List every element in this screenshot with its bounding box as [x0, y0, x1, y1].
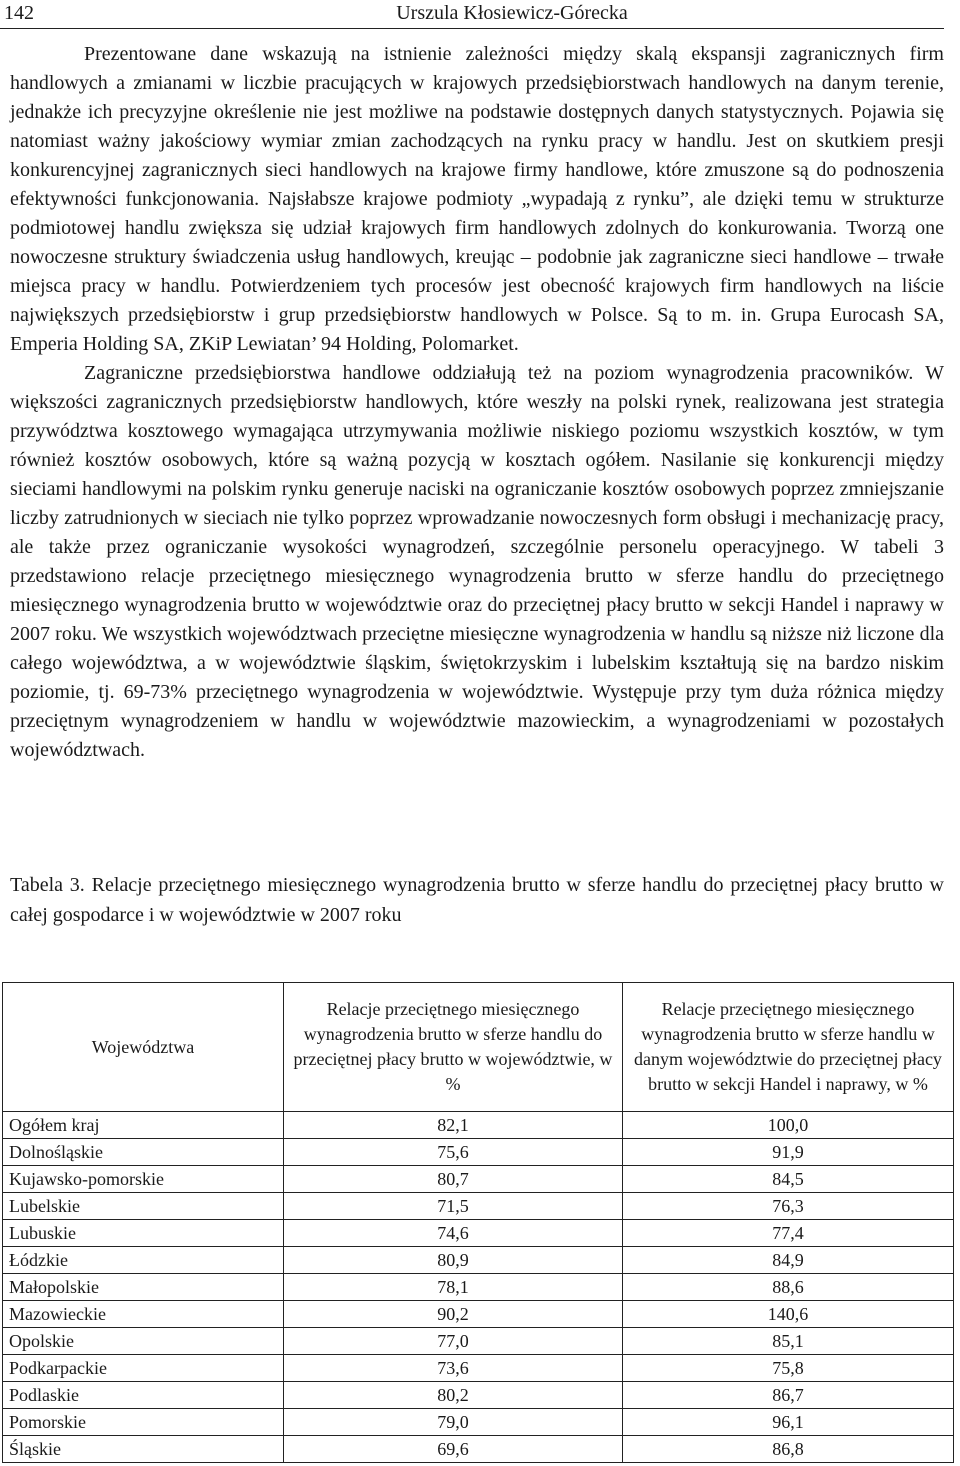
ratio-province-cell: 80,7: [284, 1166, 623, 1193]
table-row: [3, 1220, 954, 1247]
table-row: [3, 1193, 954, 1220]
ratio-section-cell: 75,8: [623, 1355, 954, 1382]
region-cell: Pomorskie: [3, 1409, 284, 1436]
region-cell: Dolnośląskie: [3, 1139, 284, 1166]
table-row: [3, 1112, 954, 1139]
table-row: [3, 1382, 954, 1409]
ratio-province-cell: 80,9: [284, 1247, 623, 1274]
region-cell: Kujawsko-pomorskie: [3, 1166, 284, 1193]
table-body: [3, 1112, 954, 1463]
table-caption: Tabela 3. Relacje przeciętnego miesięcznego wynagrodzenia brutto w sferze handlu do przeciętnej płacy brutto w całej gospodarce i w województwie w 2007 roku: [10, 874, 944, 926]
region-cell: Lubelskie: [3, 1193, 284, 1220]
column-header-region: Województwa: [3, 983, 284, 1112]
ratio-province-cell: 77,0: [284, 1328, 623, 1355]
table-row: [3, 1301, 954, 1328]
ratio-province-cell: 74,6: [284, 1220, 623, 1247]
region-cell: Podlaskie: [3, 1382, 284, 1409]
ratio-section-cell: 76,3: [623, 1193, 954, 1220]
ratio-province-cell: 73,6: [284, 1355, 623, 1382]
table-row: [3, 1409, 954, 1436]
ratio-section-cell: 140,6: [623, 1301, 954, 1328]
ratio-province-cell: 69,6: [284, 1436, 623, 1463]
table-row: [3, 1328, 954, 1355]
table-header-row: [3, 983, 954, 1112]
table-row: [3, 1166, 954, 1193]
region-cell: Opolskie: [3, 1328, 284, 1355]
region-cell: Lubuskie: [3, 1220, 284, 1247]
ratio-province-cell: 90,2: [284, 1301, 623, 1328]
ratio-section-cell: 96,1: [623, 1409, 954, 1436]
ratio-section-cell: 84,5: [623, 1166, 954, 1193]
region-cell: Łódzkie: [3, 1247, 284, 1274]
column-header-ratio-province: Relacje przeciętnego miesięcznego wynagrodzenia brutto w sferze handlu do przeciętnej płacy brutto w województwie, w %: [284, 983, 623, 1112]
ratio-section-cell: 88,6: [623, 1274, 954, 1301]
ratio-section-cell: 86,8: [623, 1436, 954, 1463]
paragraph: Zagraniczne przedsiębiorstwa handlowe oddziałują też na poziom wynagrodzenia pracowników. W większości zagranicznych przedsiębiorstw handlowych, które weszły na polski rynek, realizowana jest strategia przywództwa kosztowego wymagająca utrzymywania możliwie niskiego poziomu wszystkich kosztów, w tym również kosztów osobowych, które są ważną pozycją w kosztach ogółem. Nasilanie się konkurencji między sieciami handlowymi na polskim rynku generuje naciski na ograniczanie kosztów osobowych poprzez zmniejszanie liczby zatrudnionych w sieciach nie tylko poprzez wprowadzanie nowoczesnych form obsługi i mechanizację pracy, ale także przez ograniczanie wysokości wynagrodzeń, szczególnie personelu operacyjnego. W tabeli 3 przedstawiono relacje przeciętnego miesięcznego wynagrodzenia brutto w sferze handlu do przeciętnego miesięcznego wynagrodzenia brutto w województwie oraz do przeciętnej płacy brutto w sekcji Handel i naprawy w 2007 roku. We wszystkich województwach przeciętne miesięczne wynagrodzenia w handlu są niższe niż liczone dla całego województwa, a w województwie śląskim, świętokrzyskim i lubelskim kształtują się na bardzo niskim poziomie, tj. 69-73% przeciętnego wynagrodzenia w województwie. Występuje przy tym duża różnica między przeciętnym wynagrodzeniem w handlu w województwie mazowieckim, a wynagrodzeniami w pozostałych województwach.: [10, 362, 944, 761]
ratio-province-cell: 71,5: [284, 1193, 623, 1220]
data-table: [2, 982, 954, 1463]
ratio-section-cell: 91,9: [623, 1139, 954, 1166]
ratio-province-cell: 82,1: [284, 1112, 623, 1139]
region-cell: Małopolskie: [3, 1274, 284, 1301]
table-row: [3, 1355, 954, 1382]
column-header-ratio-section: Relacje przeciętnego miesięcznego wynagrodzenia brutto w sferze handlu w danym województwie do przeciętnej płacy brutto w sekcji Handel i naprawy, w %: [623, 983, 954, 1112]
table-row: [3, 1139, 954, 1166]
ratio-province-cell: 79,0: [284, 1409, 623, 1436]
ratio-section-cell: 85,1: [623, 1328, 954, 1355]
ratio-section-cell: 77,4: [623, 1220, 954, 1247]
table-row: [3, 1436, 954, 1463]
ratio-section-cell: 84,9: [623, 1247, 954, 1274]
running-title: Urszula Kłosiewicz-Górecka: [396, 2, 628, 24]
ratio-province-cell: 75,6: [284, 1139, 623, 1166]
region-cell: Mazowieckie: [3, 1301, 284, 1328]
ratio-province-cell: 78,1: [284, 1274, 623, 1301]
ratio-section-cell: 100,0: [623, 1112, 954, 1139]
region-cell: Ogółem kraj: [3, 1112, 284, 1139]
ratio-province-cell: 80,2: [284, 1382, 623, 1409]
table-row: [3, 1274, 954, 1301]
table-row: [3, 1247, 954, 1274]
ratio-section-cell: 86,7: [623, 1382, 954, 1409]
page-number: 142: [4, 2, 34, 24]
region-cell: Podkarpackie: [3, 1355, 284, 1382]
body-text: [10, 40, 944, 765]
page-header: [0, 0, 944, 29]
region-cell: Śląskie: [3, 1436, 284, 1463]
paragraph: Prezentowane dane wskazują na istnienie zależności między skalą ekspansji zagranicznych firm handlowych a zmianami w liczbie pracujących w krajowych przedsiębiorstwach handlowych na danym terenie, jednakże ich precyzyjne określenie nie jest możliwe na podstawie dostępnych danych statystycznych. Pojawia się natomiast ważny jakościowy wymiar zmian zachodzących na rynku pracy w handlu. Jest on skutkiem presji konkurencyjnej zagranicznych sieci handlowych na krajowe firmy handlowe, które zmuszone są do podnoszenia efektywności funkcjonowania. Najsłabsze krajowe podmioty „wypadają z rynku”, ale dzięki temu w strukturze podmiotowej handlu zwiększa się udział krajowych firm handlowych zdolnych do konkurowania. Tworzą one nowoczesne struktury świadczenia usług handlowych, kreując – podobnie jak zagraniczne sieci handlowe – trwałe miejsca pracy w handlu. Potwierdzeniem tych procesów jest obecność krajowych firm handlowych na liście największych przedsiębiorstw i grup przedsiębiorstw handlowych w Polsce. Są to m. in. Grupa Eurocash SA, Emperia Holding SA, ZKiP Lewiatan’ 94 Holding, Polomarket.: [10, 43, 944, 355]
